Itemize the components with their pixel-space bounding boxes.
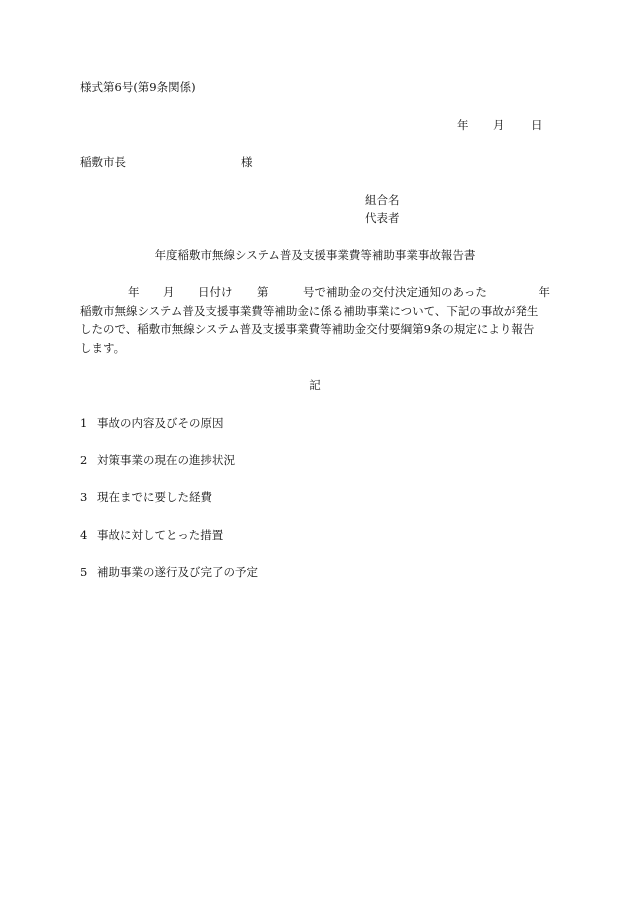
list-item-number: 1 [80, 416, 88, 430]
list-item-number: 5 [80, 565, 88, 579]
date-line [457, 120, 543, 134]
date-day-label: 日 [531, 118, 543, 132]
list-item-text: 対策事業の現在の進捗状況 [97, 453, 235, 467]
addressee-honorific: 様 [241, 155, 253, 169]
body-year: 年 [128, 285, 140, 299]
body-line-2: 稲敷市無線システム普及支援事業費等補助金に係る補助事業について、下記の事故が発生 [80, 304, 539, 318]
list-item-text: 補助事業の遂行及び完了の予定 [97, 565, 258, 579]
body-line-3: したので、稲敷市無線システム普及支援事業費等補助金交付要綱第9条の規定により報告 [80, 322, 535, 336]
addressee-name: 稲敷市長 [80, 155, 126, 169]
body-line-1-text: 号で補助金の交付決定通知のあった [303, 285, 487, 299]
list-item-number: 4 [80, 528, 88, 542]
union-name-label: 組合名 [365, 193, 400, 207]
body-month: 月 [163, 285, 175, 299]
body-year-2: 年 [538, 285, 550, 299]
date-month-label: 月 [493, 118, 505, 132]
list-item [80, 455, 380, 469]
list-item [80, 418, 380, 432]
list-item-text: 現在までに要した経費 [97, 490, 212, 504]
list-item-number: 2 [80, 453, 88, 467]
form-number: 様式第6号(第9条関係) [80, 80, 196, 94]
representative-label: 代表者 [365, 211, 400, 225]
list-item [80, 530, 380, 544]
list-item [80, 567, 380, 581]
list-item-text: 事故に対してとった措置 [97, 528, 224, 542]
body-date-suffix: 日付け [198, 285, 233, 299]
body-line-4: します。 [80, 341, 126, 355]
list-item [80, 492, 380, 506]
date-year-label: 年 [457, 118, 469, 132]
ki-heading: 記 [309, 378, 321, 392]
list-item-number: 3 [80, 490, 88, 504]
list-item-text: 事故の内容及びその原因 [97, 416, 224, 430]
body-line-1 [80, 287, 550, 301]
document-title: 年度稲敷市無線システム普及支援事業費等補助事業事故報告書 [154, 248, 476, 262]
body-number-prefix: 第 [257, 285, 269, 299]
